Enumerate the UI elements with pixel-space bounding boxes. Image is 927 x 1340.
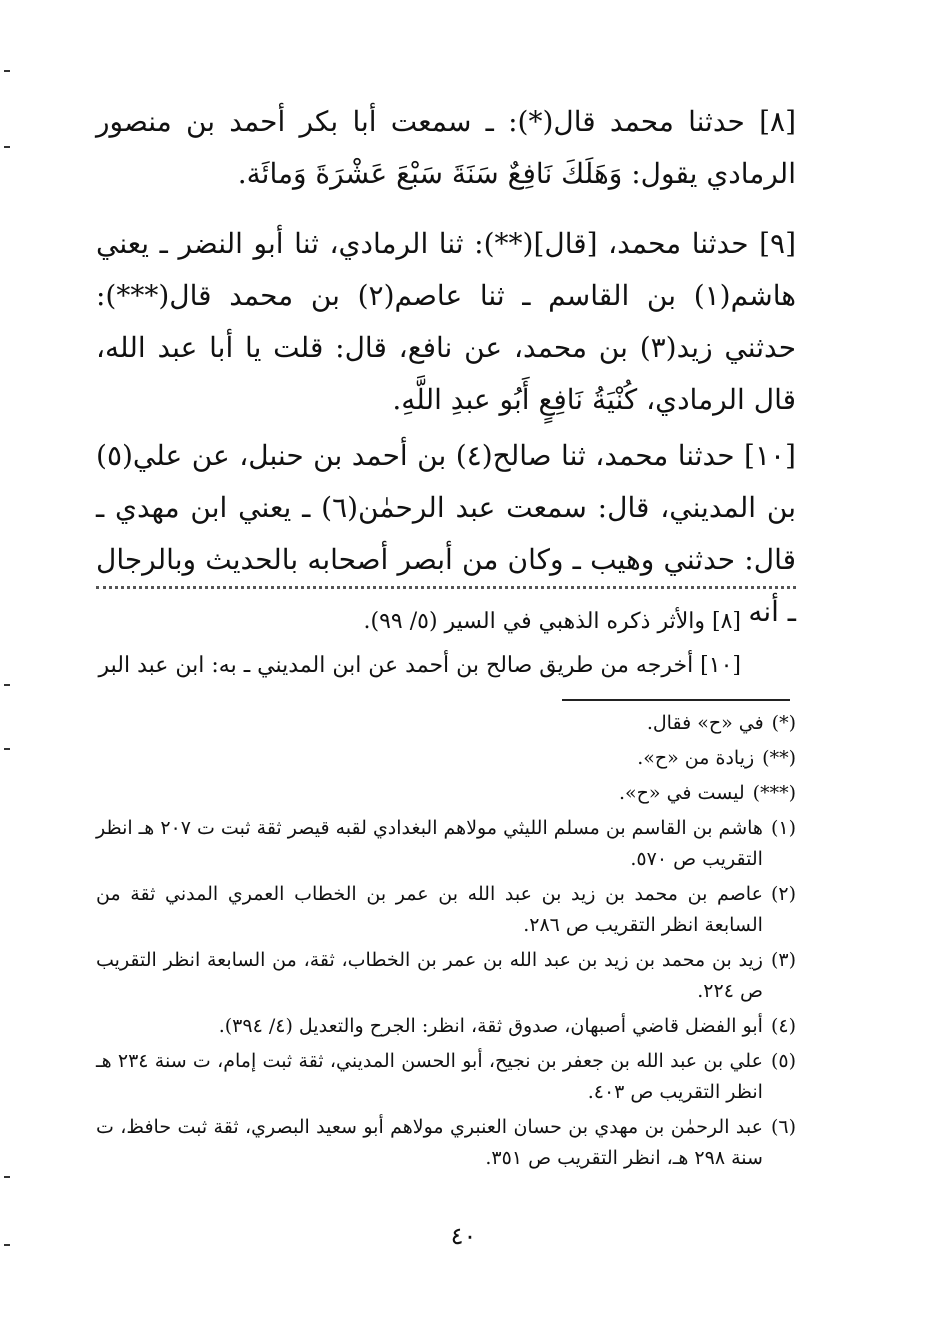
footnote-item	[96, 1046, 796, 1108]
footnote-mark: (١)	[770, 817, 796, 839]
note-10: [١٠] أخرجه من طريق صالح بن أحمد عن ابن المديني ـ به: ابن عبد البر	[98, 653, 741, 678]
note-8: [٨] والأثر ذكره الذهبي في السير (٥/ ٩٩).	[363, 609, 741, 634]
margin-mark	[4, 684, 10, 686]
margin-mark	[4, 748, 10, 750]
footnote-item	[96, 945, 796, 1007]
footnote-text: عاصم بن محمد بن زيد بن عبد الله بن عمر بن الخطاب العمري المدني ثقة من السابعة انظر التقريب ص ٢٨٦.	[96, 883, 763, 936]
footnote-item	[96, 778, 796, 809]
margin-mark	[4, 1176, 10, 1178]
footnote-mark: (٦)	[770, 1116, 796, 1138]
footnote-text: عبد الرحمٰن بن مهدي بن حسان العنبري مولاهم أبو سعيد البصري، ثقة ثبت حافظ، ت سنة ٢٩٨ هـ، انظر التقريب ص ٣٥١.	[96, 1116, 763, 1169]
paragraph-9	[96, 218, 796, 426]
paragraph-9-text: [٩] حدثنا محمد، [قال](**): ثنا الرمادي، ثنا أبو النضر ـ يعني هاشم(١) بن القاسم ـ ثنا عاصم(٢) بن محمد قال(***): حدثني زيد(٣) بن محمد، عن نافع، قال: قلت يا أبا عبد الله، قال الرمادي، كُنْيَةُ نَافِعٍ أَبُو عبدِ اللَّهِ.	[96, 227, 797, 416]
footnote-mark: (٥)	[770, 1050, 796, 1072]
footnote-text: هاشم بن القاسم بن مسلم الليثي مولاهم البغدادي لقبه قيصر ثقة ثبت ت ٢٠٧ هـ انظر التقريب ص ٥٧٠.	[96, 817, 763, 870]
footnote-text: زيد بن محمد بن زيد بن عبد الله بن عمر بن الخطاب، ثقة، من السابعة انظر التقريب ص ٢٢٤.	[96, 949, 763, 1002]
footnote-text: زيادة من «ح».	[637, 747, 755, 769]
footnote-mark: (**)	[762, 747, 796, 769]
footnote-mark: (*)	[771, 712, 796, 734]
footnote-mark: (٣)	[770, 949, 796, 971]
paragraph-8	[96, 96, 796, 200]
footnote-mark: (***)	[752, 782, 796, 804]
footnote-item	[96, 743, 796, 774]
footnote-rule	[562, 699, 790, 701]
footnote-item	[96, 879, 796, 941]
footnote-mark: (٤)	[770, 1015, 796, 1037]
footnote-text: أبو الفضل قاضي أصبهان، صدوق ثقة، انظر: الجرح والتعديل (٤/ ٣٩٤).	[218, 1015, 763, 1037]
paragraph-8-text: [٨] حدثنا محمد قال(*): ـ سمعت أبا بكر أحمد بن منصور الرمادي يقول: وَهَلَكَ نَافِعٌ سَنَةَ سَبْعَ عَشْرَةَ وَمائَة.	[96, 105, 796, 190]
page-number: ٤٠	[450, 1222, 477, 1250]
footnote-text: ليست في «ح».	[618, 782, 745, 804]
footnote-text: في «ح» فقال.	[646, 712, 764, 734]
footnote-item	[96, 1011, 796, 1042]
footnote-item	[96, 1112, 796, 1174]
footnote-item	[96, 708, 796, 739]
margin-mark	[4, 146, 10, 148]
footnote-item	[96, 813, 796, 875]
margin-mark	[4, 70, 10, 72]
footnote-text: علي بن عبد الله بن جعفر بن نجيح، أبو الحسن المديني، ثقة ثبت إمام، ت سنة ٢٣٤ هـ انظر التقريب ص ٤٠٣.	[96, 1050, 763, 1103]
dotted-separator	[96, 586, 796, 589]
footnote-mark: (٢)	[770, 883, 796, 905]
paragraph-10-text: [١٠] حدثنا محمد، ثنا صالح(٤) بن أحمد بن حنبل، عن علي(٥) بن المديني، قال: سمعت عبد الرحمٰن(٦) ـ يعني ابن مهدي ـ قال: حدثني وهيب ـ وكان من أبصر أصحابه بالحديث وبالرجال ـ أنه	[96, 439, 797, 628]
footnote-list	[96, 708, 796, 1178]
